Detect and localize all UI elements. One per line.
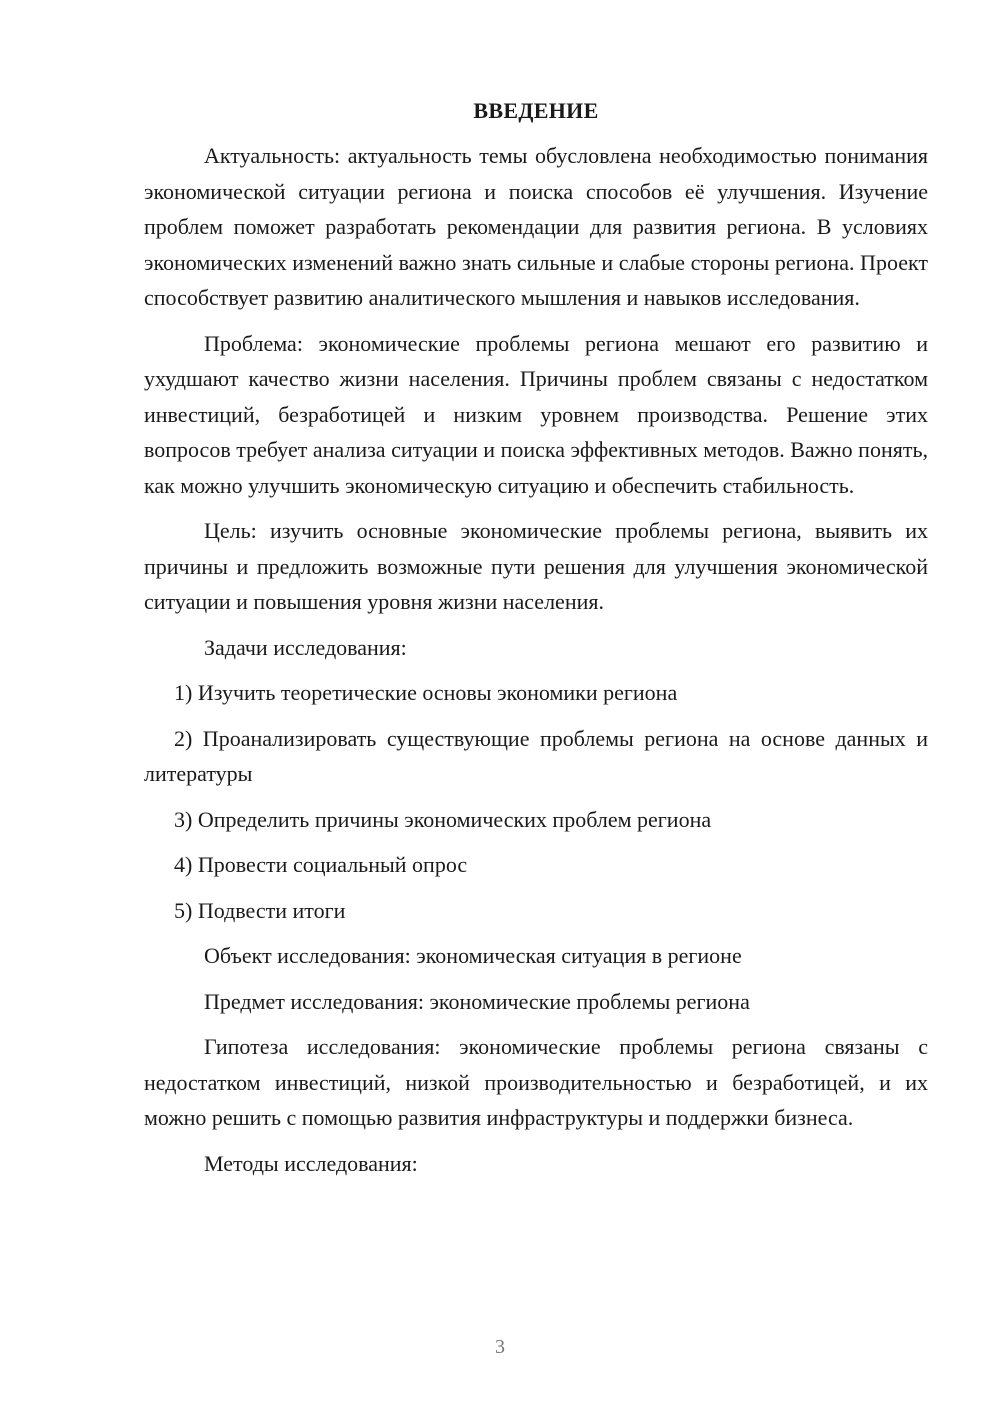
- problem-paragraph: Проблема: экономические проблемы региона мешают его развитию и ухудшают качество жизни населения. Причины проблем связаны с недостатком инвестиций, безработицей и низким уровнем производства. Решение этих вопросов требует анализа ситуации и поиска эффективных методов. Важно понять, как можно улучшить экономическую ситуацию и обеспечить стабильность.: [144, 330, 928, 498]
- relevance-paragraph: Актуальность: актуальность темы обусловлена необходимостью понимания экономической ситуации региона и поиска способов её улучшения. Изучение проблем поможет разработать рекомендации для развития региона. В условиях экономических изменений важно знать сильные и слабые стороны региона. Проект способствует развитию аналитического мышления и навыков исследования.: [144, 143, 928, 310]
- page-number: 3: [495, 1336, 505, 1358]
- tasks-list: [144, 675, 928, 928]
- task-item-5: 5) Подвести итоги: [174, 897, 346, 923]
- document-page: [144, 96, 928, 1191]
- methods-title: Методы исследования:: [204, 1150, 418, 1176]
- task-item-2: 2) Проанализировать существующие проблемы региона на основе данных и литературы: [144, 725, 928, 786]
- task-item-3: 3) Определить причины экономических проблем региона: [174, 806, 712, 832]
- hypothesis-paragraph: Гипотеза исследования: экономические проблемы региона связаны с недостатком инвестиций, низкой производительностью и безработицей, и их можно решить с помощью развития инфраструктуры и поддержки бизнеса.: [144, 1034, 928, 1130]
- tasks-title: Задачи исследования:: [204, 634, 407, 660]
- subject-line: Предмет исследования: экономические проблемы региона: [204, 988, 750, 1014]
- section-heading: ВВЕДЕНИЕ: [473, 98, 599, 123]
- object-line: Объект исследования: экономическая ситуация в регионе: [204, 943, 742, 968]
- goal-paragraph: Цель: изучить основные экономические проблемы региона, выявить их причины и предложить возможные пути решения для улучшения экономической ситуации и повышения уровня жизни населения.: [144, 518, 928, 614]
- task-item-4: 4) Провести социальный опрос: [174, 852, 468, 877]
- task-item-1: 1) Изучить теоретические основы экономики региона: [174, 680, 678, 705]
